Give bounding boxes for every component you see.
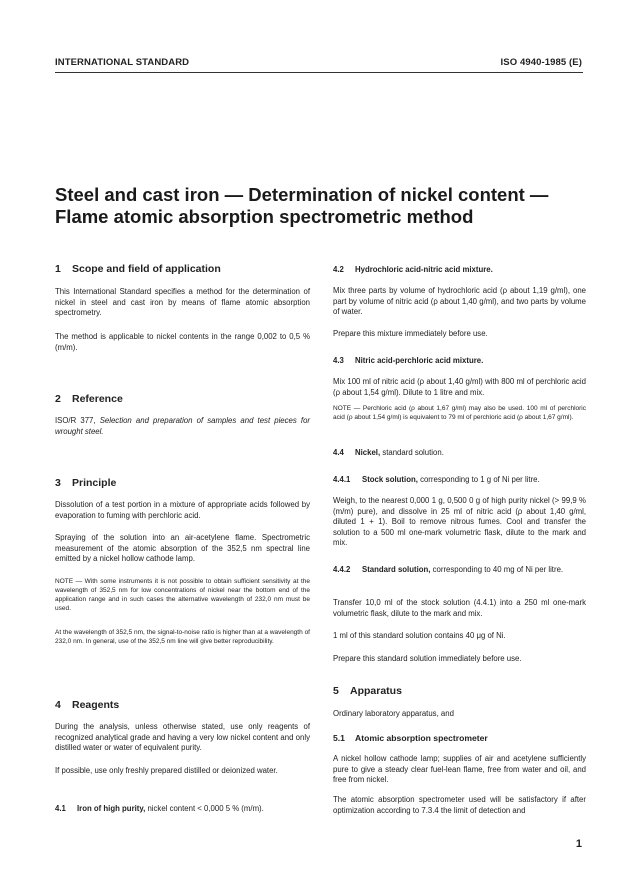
document-title-line1: Steel and cast iron — Determination of nickel content — [55,184,549,205]
principle-note: NOTE — With some instruments it is not possible to obtain sufficient sensitivity at the wavelength of 352,5 nm for low concentrations of nickel near the bottom end of the application range and in such cases the alternative wavelength of 232,0 nm must be used. [55,578,310,612]
section-5-heading: 5 Apparatus [333,685,402,697]
standard-solution-contains: 1 ml of this standard solution contains 40 μg of Ni. [333,631,506,640]
section-3-heading: 3 Principle [55,477,117,489]
mixture-4-3-paragraph: Mix 100 ml of nitric acid (ρ about 1,40 g/ml) with 800 ml of perchloric acid (ρ about 1,54 g/ml). Dilute to 1 litre and mix. [333,377,586,397]
subsection-5-1: 5.1 Atomic absorption spectrometer [333,733,488,743]
applicability-paragraph: The method is applicable to nickel contents in the range 0,002 to 0,5 % (m/m). [55,332,310,352]
section-1 [55,263,310,275]
section-1-heading: 1 Scope and field of application [55,263,221,275]
mixture-4-2-prepare: Prepare this mixture immediately before use. [333,329,488,338]
spectrometer-paragraph-1: A nickel hollow cathode lamp; supplies of air and acetylene sufficiently pure to give a steady clear fuel-lean flame, free from water and oil, and free from nickel. [333,754,586,784]
standard-number: ISO 4940-1985 (E) [500,57,582,68]
section-3 [55,477,310,489]
spectrometer-paragraph-2: The atomic absorption spectrometer used will be satisfactory if after optimization according to 7.3.4 the limit of detection and [333,795,586,815]
document-title-line2: Flame atomic absorption spectrometric method [55,206,474,227]
page-number: 1 [575,838,582,850]
standard-solution-paragraph: Transfer 10,0 ml of the stock solution (4.4.1) into a 250 ml one-mark volumetric flask, dilute to the mark and mix. [333,598,586,618]
apparatus-paragraph: Ordinary laboratory apparatus, and [333,709,454,718]
principle-paragraph-1: Dissolution of a test portion in a mixture of appropriate acids followed by evaporation to fuming with perchloric acid. [55,500,310,520]
subsection-4-2: 4.2 Hydrochloric acid-nitric acid mixture. [333,265,493,274]
reference-paragraph: ISO/R 377, Selection and preparation of samples and test pieces for wrought steel. [55,416,311,436]
section-2 [55,393,310,405]
mixture-4-2-paragraph: Mix three parts by volume of hydrochloric acid (ρ about 1,19 g/ml), one part by volume of nitric acid (ρ about 1,40 g/ml), and two parts by volume of water. [333,286,586,316]
section-2-heading: 2 Reference [55,393,123,405]
subsection-4-1: 4.1 Iron of high purity, nickel content < 0,000 5 % (m/m). [55,804,264,813]
principle-paragraph-2: Spraying of the solution into an air-acetylene flame. Spectrometric measurement of the atomic absorption of the 352,5 nm spectral line emitted by a nickel hollow cathode lamp. [55,533,310,563]
section-5 [333,685,586,697]
subsection-4-4-2: 4.4.2 Standard solution, corresponding to 40 mg of Ni per litre. [333,565,564,574]
section-1-body [55,287,310,319]
scope-paragraph: This International Standard specifies a method for the determination of nickel in steel and cast iron by means of flame atomic absorption spectrometry. [55,287,310,317]
section-4-heading: 4 Reagents [55,699,120,711]
stock-solution-paragraph: Weigh, to the nearest 0,000 1 g, 0,500 0 g of high purity nickel (> 99,9 % (m/m) pure), and dissolve in 25 ml of nitric acid (ρ about 1,40 g/ml, diluted 1 + 1). Boil to remove nitrous fumes. Cool and transfer the solution to a 500 ml one-mark volumetric flask, dilute to the mark and mix. [333,496,586,547]
section-4 [55,699,310,711]
mixture-4-3-note: NOTE — Perchloric acid (ρ about 1,67 g/ml) may also be used. 100 ml of perchloric acid (ρ about 1,54 g/ml) is equivalent to 79 ml of perchloric acid (ρ about 1,67 g/ml). [333,405,586,421]
principle-note-2: At the wavelength of 352,5 nm, the signal-to-noise ratio is higher than at a wavelength of 232,0 nm. In general, use of the 352,5 nm line will give better reproducibility. [55,629,310,645]
standard-type-label: INTERNATIONAL STANDARD [55,57,190,68]
subsection-4-4: 4.4 Nickel, standard solution. [333,448,444,457]
standard-solution-prepare: Prepare this standard solution immediately before use. [333,654,522,663]
reagents-paragraph-2: If possible, use only freshly prepared distilled or deionized water. [55,766,278,775]
subsection-4-4-1: 4.4.1 Stock solution, corresponding to 1 g of Ni per litre. [333,475,540,484]
reagents-paragraph-1: During the analysis, unless otherwise stated, use only reagents of recognized analytical grade and having a very low nickel content and only distilled water or water of equivalent purity. [55,722,310,752]
subsection-4-3: 4.3 Nitric acid-perchloric acid mixture. [333,356,484,365]
header-rule [55,72,583,73]
